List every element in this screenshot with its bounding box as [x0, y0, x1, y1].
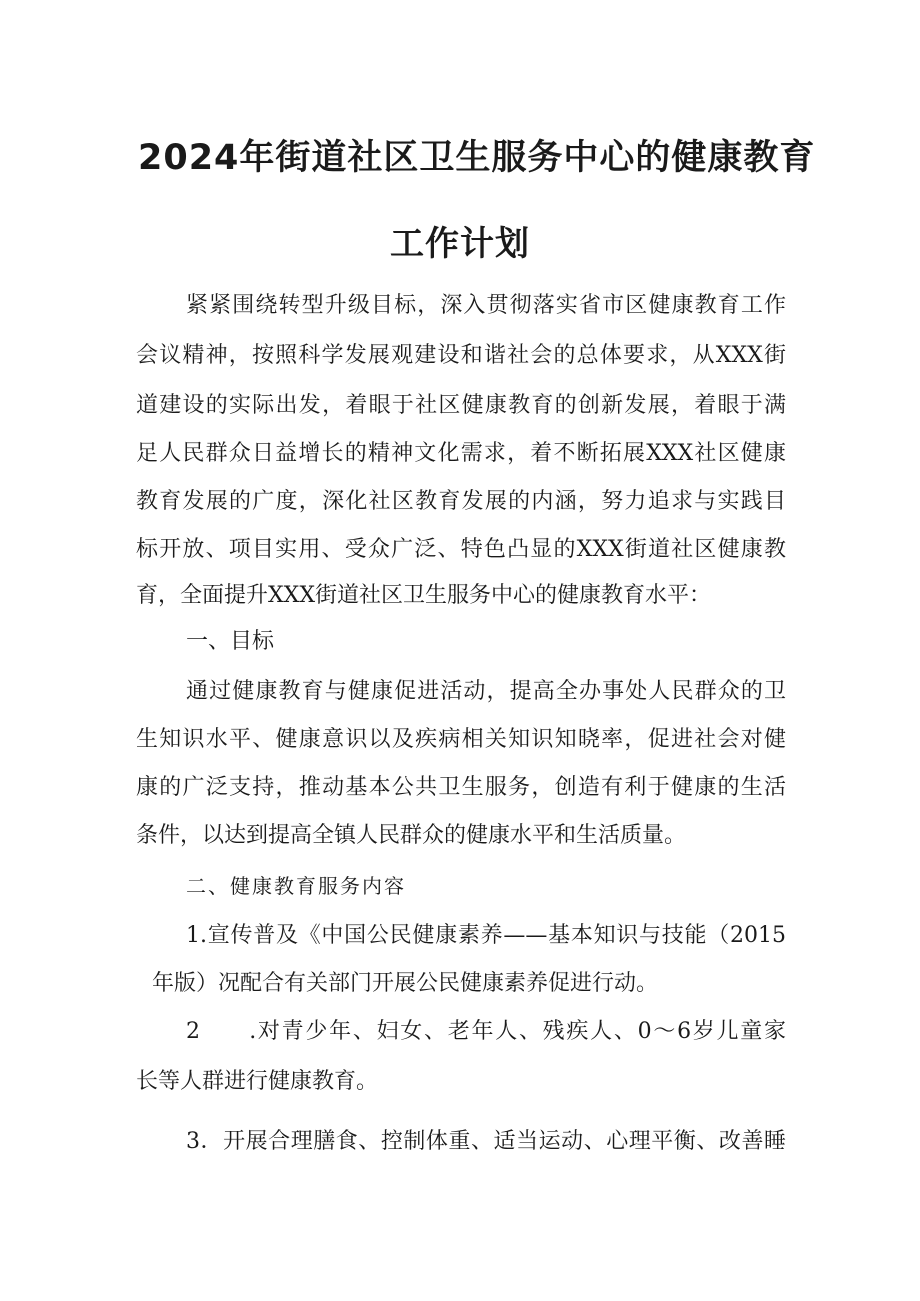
document-title-line2: 工作计划: [390, 224, 530, 264]
document-title-line1: 2024年街道社区卫生服务中心的健康教育: [138, 138, 816, 178]
list-item-line: 年版）况配合有关部门开展公民健康素养促进行动。: [152, 971, 659, 996]
paragraph-line: 通过健康教育与健康促进活动，提高全办事处人民群众的卫: [186, 679, 786, 704]
paragraph-line: 育，全面提升XXX街道社区卫生服务中心的健康教育水平：: [136, 583, 711, 608]
paragraph-line: 标开放、项目实用、受众广泛、特色凸显的XXX街道社区健康教: [136, 537, 786, 562]
section-heading-goals: 一、目标: [186, 629, 275, 654]
paragraph-line: 足人民群众日益增长的精神文化需求，着不断拓展XXX社区健康: [136, 441, 786, 466]
paragraph-line: 道建设的实际出发，着眼于社区健康教育的创新发展，着眼于满: [136, 393, 786, 418]
paragraph-line: 生知识水平、健康意识以及疾病相关知识知晓率，促进社会对健: [136, 727, 786, 752]
paragraph-line: 紧紧围绕转型升级目标，深入贯彻落实省市区健康教育工作: [186, 293, 786, 318]
list-item-line: 1.宣传普及《中国公民健康素养——基本知识与技能（2015: [186, 923, 786, 948]
paragraph-line: 会议精神，按照科学发展观建设和谐社会的总体要求，从XXX街: [136, 343, 786, 368]
list-item-line: 3．开展合理膳食、控制体重、适当运动、心理平衡、改善睡: [186, 1129, 786, 1154]
paragraph-line: 条件，以达到提高全镇人民群众的健康水平和生活质量。: [136, 823, 687, 848]
list-item-line: 2 .对青少年、妇女、老年人、残疾人、0～6岁儿童家: [186, 1019, 786, 1044]
section-heading-services: 二、健康教育服务内容: [186, 874, 406, 898]
paragraph-line: 教育发展的广度，深化社区教育发展的内涵，努力追求与实践目: [136, 489, 786, 514]
list-item-line: 长等人群进行健康教育。: [136, 1069, 379, 1094]
paragraph-line: 康的广泛支持，推动基本公共卫生服务，创造有利于健康的生活: [136, 775, 786, 800]
